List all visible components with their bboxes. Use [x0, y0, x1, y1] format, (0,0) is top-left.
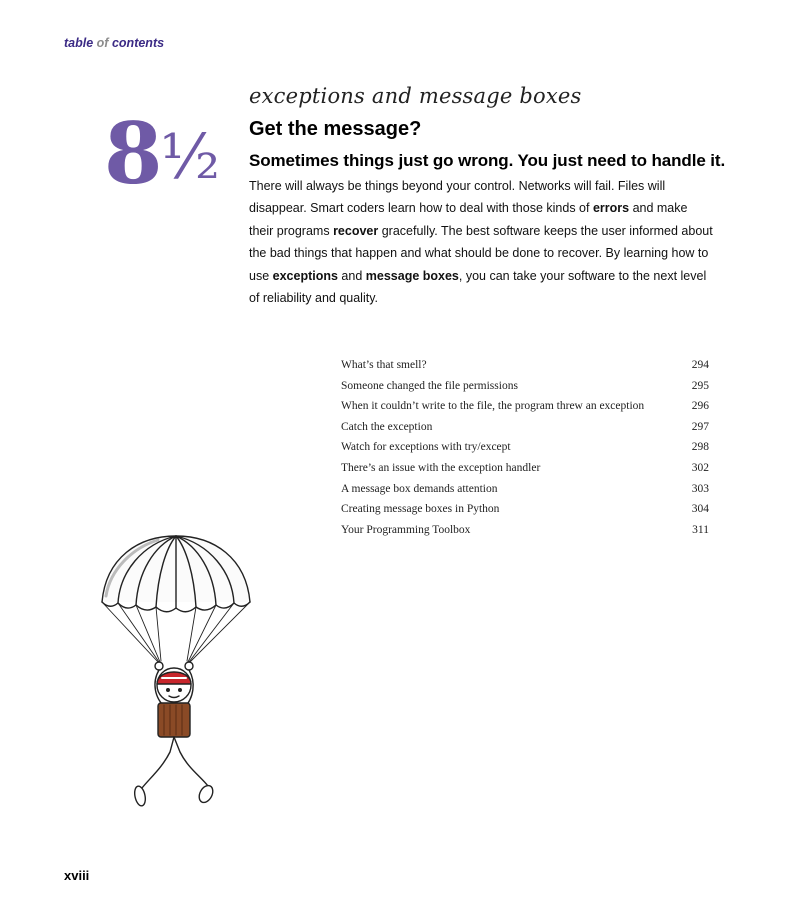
toc-entry-page: 304 — [691, 503, 709, 516]
chapter-heading: Sometimes things just go wrong. You just need to handle it. — [249, 151, 726, 170]
toc-entry-label: Your Programming Toolbox — [341, 523, 471, 536]
toc-entry-label: When it couldn’t write to the file, the program threw an exception — [341, 400, 645, 413]
page-number: xviii — [64, 868, 90, 883]
toc-entry[interactable] — [341, 376, 709, 397]
toc-entry-page: 296 — [691, 400, 709, 413]
toc-entry-label: Watch for exceptions with try/except — [341, 441, 511, 454]
toc-entry-page: 298 — [691, 441, 709, 454]
toc-entry-page: 303 — [691, 482, 709, 495]
intro-text-1: There will always be things beyond your control. Networks will fail. Files will disappear. Smart coders learn how to deal with those kinds of — [249, 179, 666, 216]
chapter-number-whole: 8 — [104, 104, 161, 203]
parachutist-illustration — [96, 530, 256, 815]
intro-bold-exceptions: exceptions — [272, 268, 338, 283]
intro-text-5: , you can take your software to the next level of reliability and quality. — [249, 268, 707, 306]
intro-bold-message-boxes: message boxes — [365, 268, 459, 283]
running-header — [64, 36, 164, 50]
toc-entry-label: Someone changed the file permissions — [341, 379, 518, 392]
toc-entry-label: There’s an issue with the exception handler — [341, 461, 541, 474]
toc-entry-page: 295 — [691, 379, 709, 392]
chapter-intro-paragraph — [249, 175, 714, 309]
toc-entry[interactable] — [341, 417, 709, 438]
toc-entry-page: 297 — [691, 420, 709, 433]
toc-entry-label: Creating message boxes in Python — [341, 503, 500, 516]
toc-entry[interactable] — [341, 479, 709, 500]
toc-entry[interactable] — [341, 520, 709, 541]
toc-list — [341, 355, 709, 540]
chapter-subtitle: exceptions and message boxes — [249, 84, 582, 108]
toc-entry[interactable] — [341, 499, 709, 520]
toc-entry[interactable] — [341, 396, 709, 417]
chapter-number-fraction: ½ — [160, 120, 221, 193]
intro-text-3: gracefully. The best software keeps the user informed about the bad things that happen and what should be done to recover. By learning how to use — [249, 223, 713, 283]
chapter-number — [104, 104, 234, 222]
toc-entry[interactable] — [341, 355, 709, 376]
toc-entry-page: 311 — [692, 523, 709, 536]
toc-entry-page: 302 — [691, 461, 709, 474]
chapter-title: Get the message? — [249, 118, 422, 140]
toc-entry-label: Catch the exception — [341, 420, 433, 433]
toc-entry-label: What’s that smell? — [341, 359, 427, 371]
intro-text-4: and — [337, 268, 366, 283]
header-word-table: table — [64, 36, 94, 50]
header-word-contents: contents — [111, 36, 165, 50]
intro-bold-recover: recover — [333, 223, 379, 238]
toc-entry[interactable] — [341, 458, 709, 479]
header-word-of: of — [96, 36, 109, 50]
intro-text-2: and make their programs — [249, 201, 688, 238]
toc-entry-page: 294 — [691, 359, 709, 371]
toc-entry[interactable] — [341, 437, 709, 458]
toc-entry-label: A message box demands attention — [341, 482, 498, 495]
intro-bold-errors: errors — [592, 201, 630, 216]
